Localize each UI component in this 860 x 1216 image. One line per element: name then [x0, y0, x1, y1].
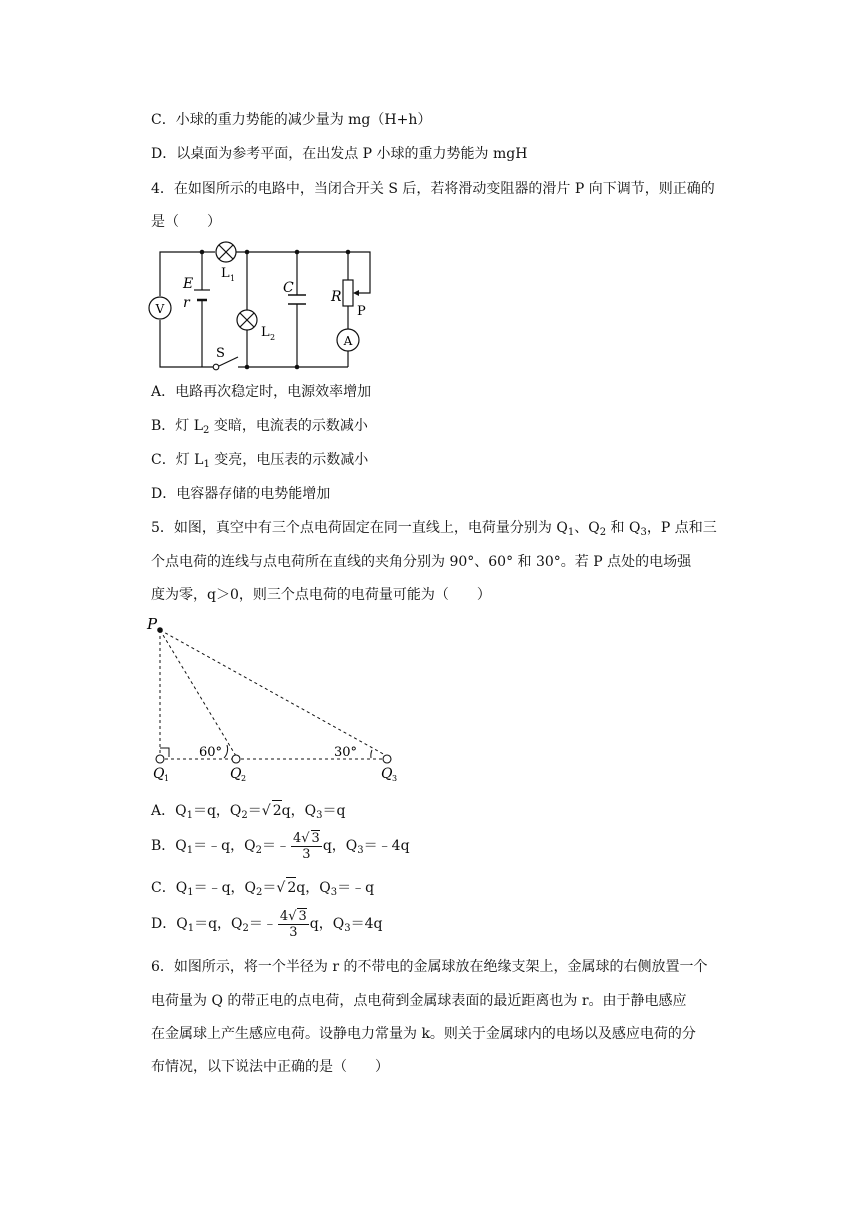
q3-option-c: C．小球的重力势能的减少量为 mg（H+h） [151, 112, 432, 128]
q5-stem-line3: 度为零，q＞0，则三个点电荷的电荷量可能为（ ） [151, 587, 491, 603]
circuit-label-L1-sub: 1 [230, 274, 236, 283]
q6-stem-line1: 6．如图所示，将一个半径为 r 的不带电的金属球放在绝缘支架上，金属球的右侧放置一个 [151, 959, 708, 975]
circuit-label-S: S [216, 346, 225, 361]
label-Q1-sub: 1 [164, 774, 170, 782]
circuit-label-P: P [357, 304, 366, 319]
label-Q2-sub: 2 [241, 774, 247, 782]
q4-circuit-diagram [140, 240, 390, 375]
label-P: P [147, 615, 158, 633]
q5-option-b: B．$Q_1=﹣q$，$Q_2=﹣$ $\frac{4√ 3}{3}$ q，$Q_3=﹣4q$ [151, 831, 410, 862]
circuit-label-C: C [283, 280, 294, 296]
circuit-label-E: E [183, 276, 194, 292]
q4-option-d: D．电容器存储的电势能增加 [151, 486, 331, 502]
fraction-4root3-over-3: $\frac{4√ 3}{3}$ [292, 831, 320, 862]
circuit-label-V: V [155, 302, 165, 316]
label-Q3: Q [381, 766, 393, 782]
q5-stem-line1: 5．如图，真空中有三个点电荷固定在同一直线上，电荷量分别为 $Q_1$、$Q_2$ 和 $Q_3$，P 点和三 [151, 520, 717, 538]
q4-stem-line2: 是（ ） [151, 214, 221, 230]
label-60: 60° [199, 745, 223, 760]
circuit-label-L1: L [221, 266, 230, 281]
q4-stem-line1: 4．在如图所示的电路中，当闭合开关 S 后，若将滑动变阻器的滑片 P 向下调节，则正确的 [151, 181, 715, 197]
q5-option-d: D．$Q_1=q$，$Q_2=﹣$ $\frac{4√ 3}{3}$ q，$Q_3=4q$ [151, 909, 383, 940]
circuit-label-A: A [343, 334, 353, 348]
label-Q3-sub: 3 [392, 774, 398, 782]
q6-stem-line2: 电荷量为 Q 的带正电的点电荷，点电荷到金属球表面的最近距离也为 r。由于静电感应 [151, 993, 687, 1009]
q5-charges-diagram [140, 612, 410, 782]
q4-option-a: A．电路再次稳定时，电源效率增加 [151, 384, 372, 400]
label-30: 30° [334, 745, 358, 760]
q5-option-a: A．$Q_1=q$，$Q_2=√$ 2q，$Q_3=q$ [151, 800, 345, 821]
q3-option-d: D．以桌面为参考平面，在出发点 P 小球的重力势能为 mgH [151, 146, 528, 162]
circuit-label-R: R [331, 289, 342, 305]
q6-stem-line4: 布情况，以下说法中正确的是（ ） [151, 1059, 389, 1075]
fraction-4root3-over-3: $\frac{4√ 3}{3}$ [279, 909, 307, 940]
label-Q1: Q [153, 766, 165, 782]
label-Q2: Q [230, 766, 242, 782]
q6-stem-line3: 在金属球上产生感应电荷。设静电力常量为 k。则关于金属球内的电场以及感应电荷的分 [151, 1026, 696, 1042]
q5-stem-line2: 个点电荷的连线与点电荷所在直线的夹角分别为 90°、60° 和 30°。若 P 点处的电场强 [151, 554, 692, 570]
circuit-label-r: r [183, 295, 190, 311]
circuit-label-L2-sub: 2 [270, 333, 276, 342]
q4-option-b: B．灯 $L_2$ 变暗，电流表的示数减小 [151, 418, 368, 436]
circuit-label-L2: L [261, 325, 270, 340]
q4-option-c: C．灯 $L_1$ 变亮，电压表的示数减小 [151, 452, 369, 470]
q5-option-c: C．$Q_1=﹣q$，$Q_2=√$ 2q，$Q_3=﹣q$ [151, 877, 374, 898]
